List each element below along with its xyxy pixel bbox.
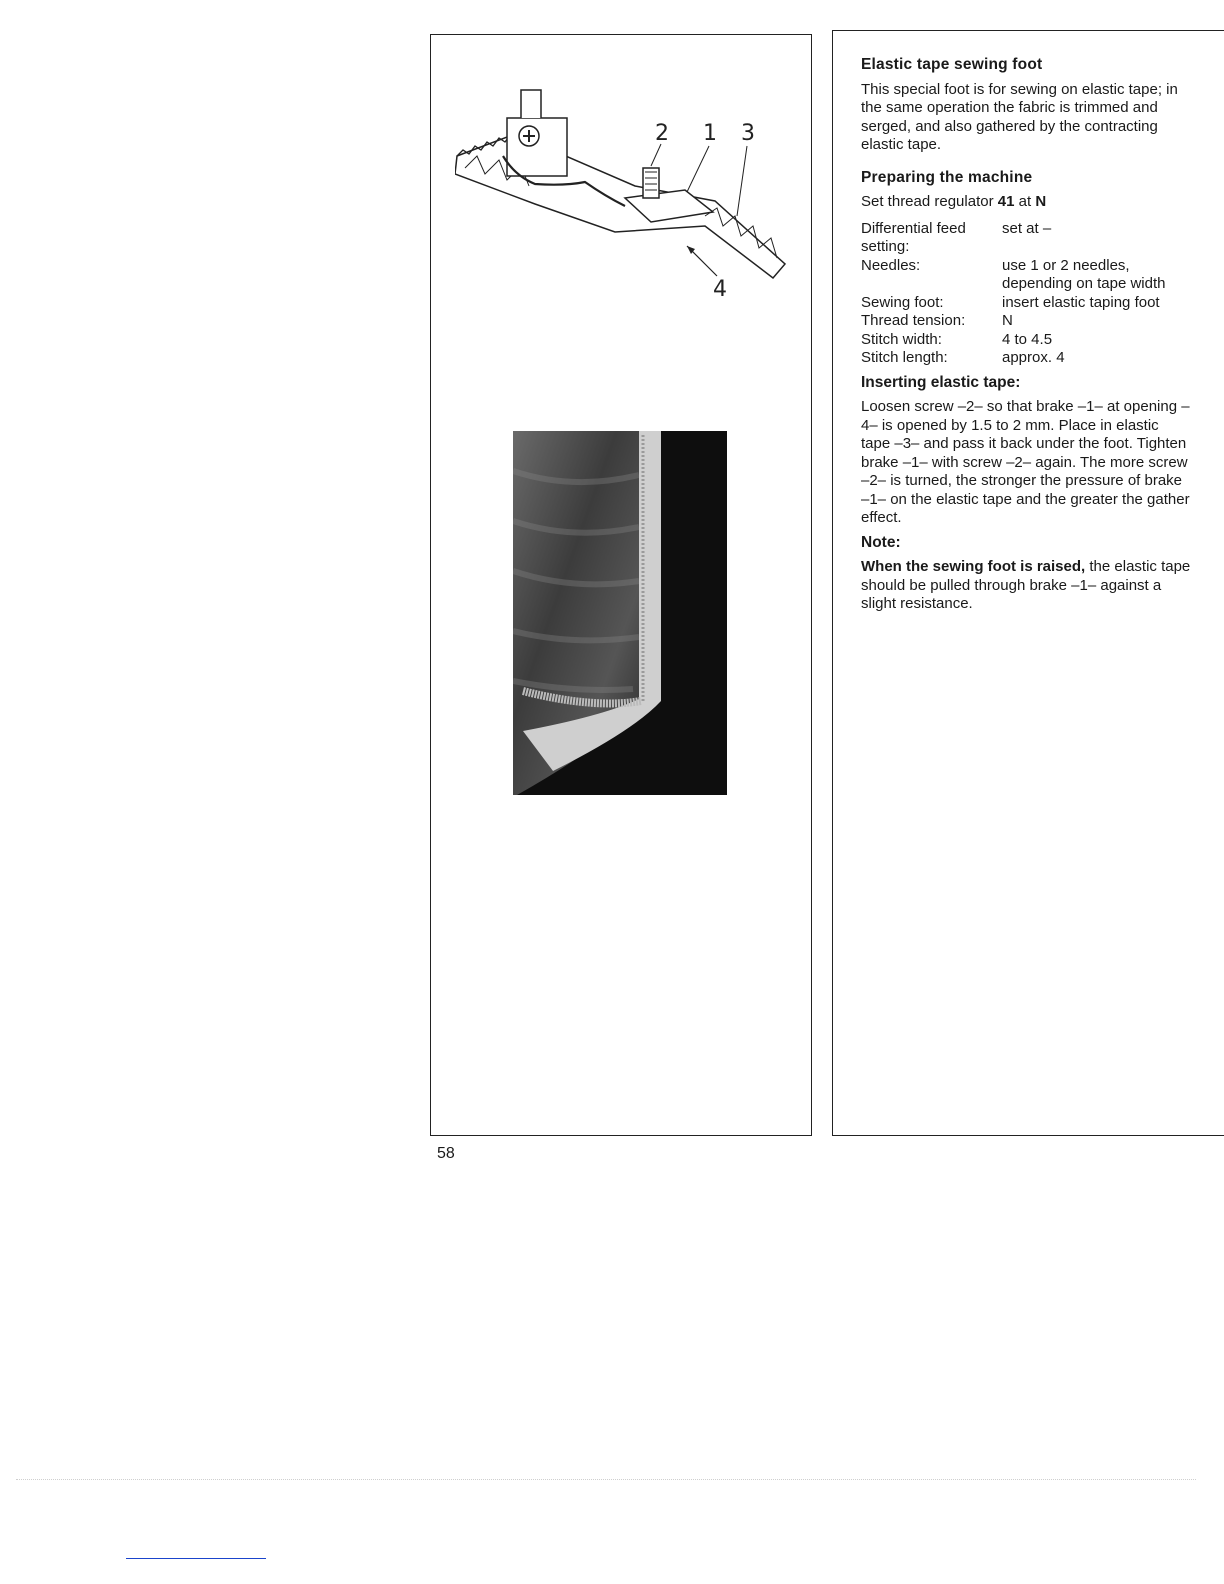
- intro-paragraph: This special foot is for sewing on elastic tape; in the same operation the fabric is trimmed and serged, and also gathered by the contracting elastic tape.: [861, 80, 1178, 153]
- thread-regulator-line: Set thread regulator 41 at N: [861, 193, 1047, 210]
- settings-row: Thread tension: N: [861, 312, 1013, 329]
- callout-1: 1: [703, 121, 717, 146]
- settings-row: Stitch length: approx. 4: [861, 349, 1065, 366]
- callout-4: 4: [713, 277, 727, 302]
- note-heading: Note:: [861, 533, 901, 551]
- preparing-heading: Preparing the machine: [861, 168, 1033, 186]
- inserting-heading: Inserting elastic tape:: [861, 373, 1021, 391]
- callout-3: 3: [741, 121, 755, 146]
- settings-row: Differential feed setting: set at –: [861, 219, 1052, 255]
- elastic-foot-illustration: [455, 86, 795, 306]
- gathered-fabric-photo: [513, 431, 727, 795]
- inserting-paragraph: Loosen screw –2– so that brake –1– at opening –4– is opened by 1.5 to 2 mm. Place in elastic tape –3– and pass it back under the foot. Tighten brake –1– with screw –2– again. The more screw –2– is turned, the stronger the pressure of brake –1– on the elastic tape and the greater the gather effect.: [861, 398, 1190, 526]
- bottom-link-underline[interactable]: [126, 1558, 266, 1559]
- instruction-column: [861, 56, 1191, 614]
- settings-row: Needles: use 1 or 2 needles, depending on tape width: [861, 256, 1166, 292]
- callout-2: 2: [655, 121, 669, 146]
- settings-row: Sewing foot: insert elastic taping foot: [861, 293, 1160, 311]
- settings-row: Stitch width: 4 to 4.5: [861, 330, 1053, 348]
- section-title: Elastic tape sewing foot: [861, 56, 1043, 73]
- footer-rule: [16, 1479, 1196, 1480]
- page-number: 58: [437, 1145, 455, 1162]
- settings-table: [861, 220, 1191, 368]
- note-paragraph: When the sewing foot is raised, the elastic tape should be pulled through brake –1– against a slight resistance.: [861, 558, 1191, 612]
